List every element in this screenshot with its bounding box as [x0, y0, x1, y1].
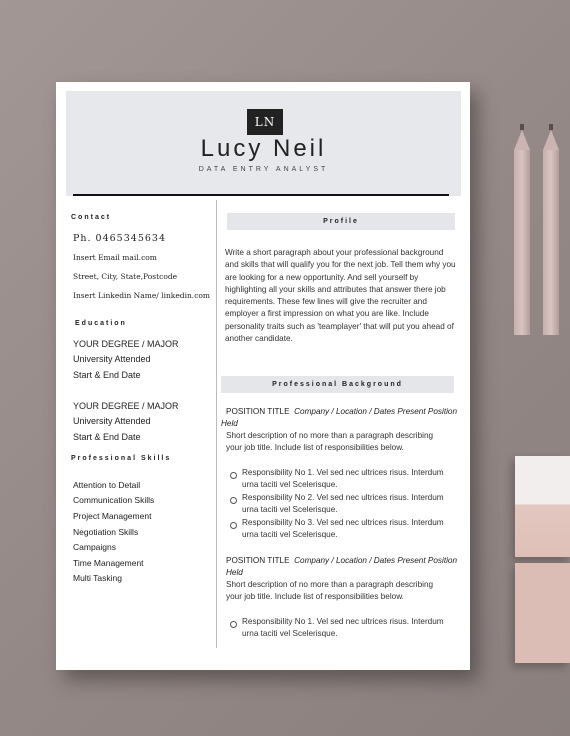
responsibility-line: urna taciti vel Scelerisque.: [242, 530, 338, 540]
header-divider: [73, 194, 449, 196]
contact-linkedin: Insert Linkedin Name/ linkedin.com: [73, 291, 211, 300]
responsibility-line: Responsibility No 2. Vel sed nec ultrices risus. Interdum: [242, 493, 444, 502]
responsibility-item: [242, 517, 472, 542]
sticky-note-pad-top: [515, 456, 570, 557]
contact-email: Insert Email mail.com: [73, 253, 157, 262]
job-details-continued: [221, 419, 238, 428]
responsibility-item: [242, 467, 472, 492]
skill-item: Attention to Detail: [73, 480, 141, 490]
responsibility-item: [242, 492, 472, 517]
sticky-note-pad-bottom: [515, 563, 570, 663]
skill-item: Time Management: [73, 558, 144, 568]
skill-item: Negotiation Skills: [73, 527, 139, 537]
job-details-line2: Held: [226, 568, 243, 577]
column-divider: [216, 200, 217, 648]
job-description-line: your job title. Include list of responsibilities below.: [226, 443, 404, 453]
profile-line: are looking for a new opportunity. And sell yourself by: [225, 272, 419, 282]
resume-page: [56, 82, 470, 670]
profile-heading: Profile: [227, 213, 455, 230]
skill-item: Multi Tasking: [73, 573, 122, 583]
job-details-line2: Held: [221, 419, 238, 428]
responsibility-line: Responsibility No 1. Vel sed nec ultrices risus. Interdum: [242, 468, 444, 477]
job-position-line: [226, 407, 457, 416]
job-description-line: Short description of no more than a paragraph describing: [226, 580, 434, 589]
education-degree: YOUR DEGREE / MAJOR: [73, 339, 179, 349]
profile-line: personality traits such as 'teamplayer' that will put you ahead of: [225, 321, 454, 331]
job-description: [226, 430, 466, 455]
job-details-continued: [226, 568, 243, 577]
responsibility-item: [242, 616, 472, 641]
job-details: Company / Location / Dates Present Position: [294, 407, 458, 416]
profile-line: highlighting all your skills and attributes that answer there job: [225, 284, 446, 294]
education-dates: Start & End Date: [73, 370, 141, 380]
education-school: University Attended: [73, 354, 151, 364]
job-position-line: [226, 556, 457, 565]
responsibility-line: urna taciti vel Scelerisque.: [242, 629, 338, 639]
education-dates: Start & End Date: [73, 432, 141, 442]
education-degree: YOUR DEGREE / MAJOR: [73, 401, 179, 411]
responsibility-line: Responsibility No 3. Vel sed nec ultrices risus. Interdum: [242, 518, 444, 527]
responsibility-line: Responsibility No 1. Vel sed nec ultrices risus. Interdum: [242, 617, 444, 626]
bullet-icon: [230, 621, 237, 628]
education-school: University Attended: [73, 416, 151, 426]
monogram-badge: LN: [247, 109, 283, 135]
skill-item: Campaigns: [73, 542, 116, 552]
profile-paragraph: [225, 247, 465, 345]
profile-line: another candidate.: [225, 334, 293, 344]
responsibility-line: urna taciti vel Scelerisque.: [242, 505, 338, 515]
skill-item: Project Management: [73, 511, 152, 521]
job-details: Company / Location / Dates Present Position: [294, 556, 458, 565]
contact-address: Street, City, State,Postcode: [73, 272, 178, 281]
job-description-line: your job title. Include list of responsibilities below.: [226, 592, 404, 602]
bullet-icon: [230, 497, 237, 504]
bullet-icon: [230, 472, 237, 479]
profile-line: requirements. These few lines will give the recruiter and: [225, 297, 427, 307]
resume-header: [66, 91, 461, 196]
profile-line: employer a first impression on what you are like. Include: [225, 309, 429, 319]
skill-item: Communication Skills: [73, 495, 155, 505]
responsibility-line: urna taciti vel Scelerisque.: [242, 480, 338, 490]
job-description: [226, 579, 466, 604]
candidate-job-title: DATA ENTRY ANALYST: [198, 166, 329, 173]
bullet-icon: [230, 522, 237, 529]
contact-heading: Contact: [71, 214, 112, 221]
education-heading: Education: [75, 320, 127, 327]
candidate-name: Lucy Neil: [200, 135, 327, 162]
background-heading: Professional Background: [221, 376, 454, 393]
job-position-title: POSITION TITLE: [226, 407, 290, 416]
contact-phone: Ph. 0465345634: [73, 233, 166, 244]
job-description-line: Short description of no more than a paragraph describing: [226, 431, 434, 440]
job-position-title: POSITION TITLE: [226, 556, 290, 565]
profile-line: Write a short paragraph about your professional background: [225, 248, 444, 257]
skills-heading: Professional Skills: [71, 455, 172, 462]
profile-line: and skills that will qualify you for the next job. Tell them why you: [225, 260, 456, 270]
